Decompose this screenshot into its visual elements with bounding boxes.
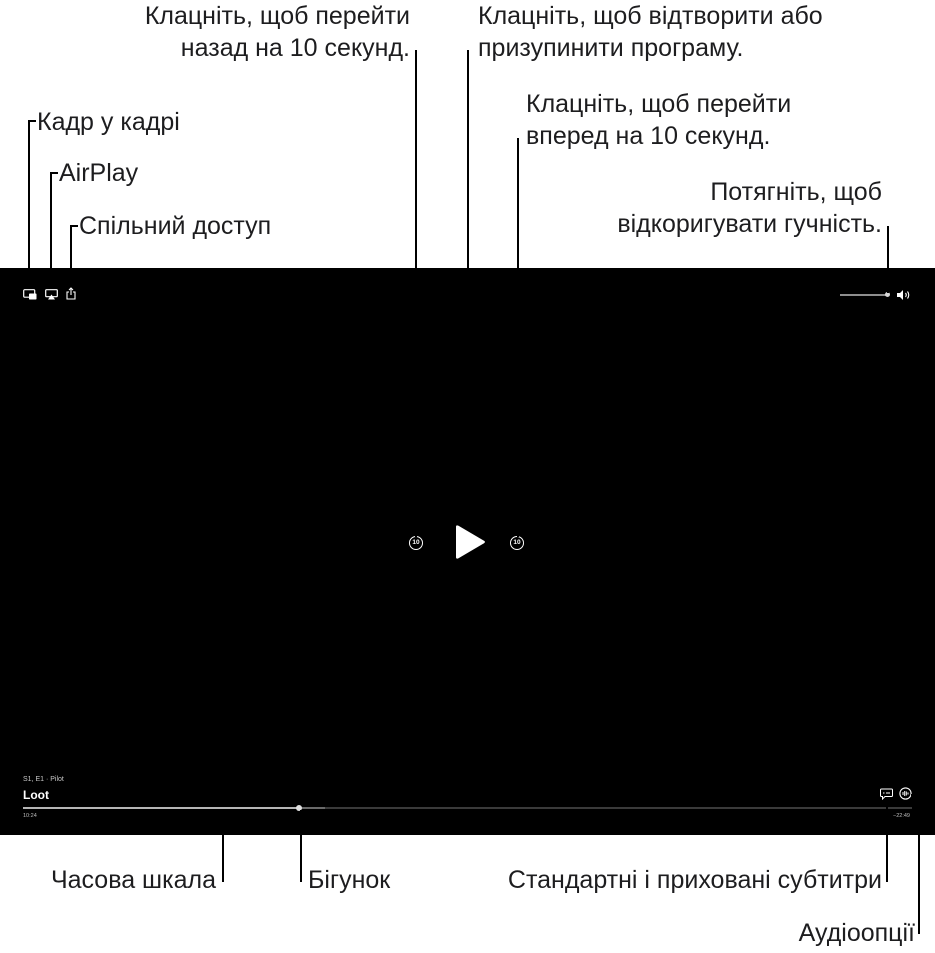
- leader-line-volume: [887, 226, 889, 293]
- skip-forward-10-icon[interactable]: 10: [510, 536, 524, 550]
- skip-back-10-icon[interactable]: 10: [409, 536, 423, 550]
- subtitles-icon[interactable]: [880, 788, 893, 800]
- leader-line-timeline: [222, 815, 224, 882]
- airplay-icon[interactable]: [45, 289, 58, 300]
- callout-subtitles: Стандартні і приховані субтитри: [507, 866, 882, 894]
- callout-play-line2: призупинити програму.: [478, 34, 744, 62]
- picture-in-picture-icon[interactable]: [23, 289, 37, 300]
- leader-line-skip-forward: [517, 138, 519, 537]
- callout-volume-line1: Потягніть, щоб: [710, 178, 882, 206]
- callout-skip-forward-line2: вперед на 10 секунд.: [526, 122, 771, 150]
- callout-pip: Кадр у кадрі: [37, 108, 180, 136]
- callout-timeline: Часова шкала: [50, 866, 216, 894]
- callout-playhead: Бігунок: [308, 866, 391, 894]
- leader-line-subtitles: [886, 800, 888, 882]
- callout-share: Спільний доступ: [79, 212, 272, 240]
- leader-line-airplay-h: [50, 172, 58, 174]
- leader-line-playhead: [300, 810, 302, 882]
- leader-line-share-h: [70, 225, 78, 227]
- remaining-time: −22:49: [893, 813, 910, 819]
- callout-skip-forward-line1: Клацніть, щоб перейти: [526, 90, 792, 118]
- leader-line-audio: [918, 794, 920, 934]
- callout-volume-line2: відкоригувати гучність.: [617, 210, 882, 238]
- play-icon[interactable]: [453, 524, 487, 562]
- callout-play: [478, 0, 823, 64]
- callout-airplay: AirPlay: [59, 159, 139, 187]
- callout-volume: [617, 176, 882, 240]
- leader-line-share: [70, 225, 72, 287]
- leader-line-play: [467, 50, 469, 528]
- speaker-volume-icon: [896, 289, 912, 301]
- show-title: Loot: [23, 788, 49, 802]
- leader-line-skip-back: [415, 50, 417, 537]
- callout-play-line1: Клацніть, щоб відтворити або: [478, 2, 823, 30]
- episode-label: S1, E1 · Pilot: [23, 776, 64, 783]
- callout-skip-back-line2: назад на 10 секунд.: [180, 34, 410, 62]
- leader-line-pip-h: [28, 120, 36, 122]
- callout-skip-back: [145, 0, 410, 64]
- callout-audio: Аудіоопції: [798, 919, 915, 947]
- callout-skip-forward: [526, 88, 791, 152]
- share-icon[interactable]: [66, 287, 76, 300]
- volume-slider[interactable]: [840, 294, 888, 296]
- elapsed-time: 10:24: [23, 813, 37, 819]
- callout-skip-back-line1: Клацніть, щоб перейти: [144, 2, 410, 30]
- leader-line-pip: [28, 120, 30, 289]
- leader-line-airplay: [50, 172, 52, 289]
- leader-line-audio-h: [911, 794, 919, 796]
- timeline-played: [23, 807, 299, 809]
